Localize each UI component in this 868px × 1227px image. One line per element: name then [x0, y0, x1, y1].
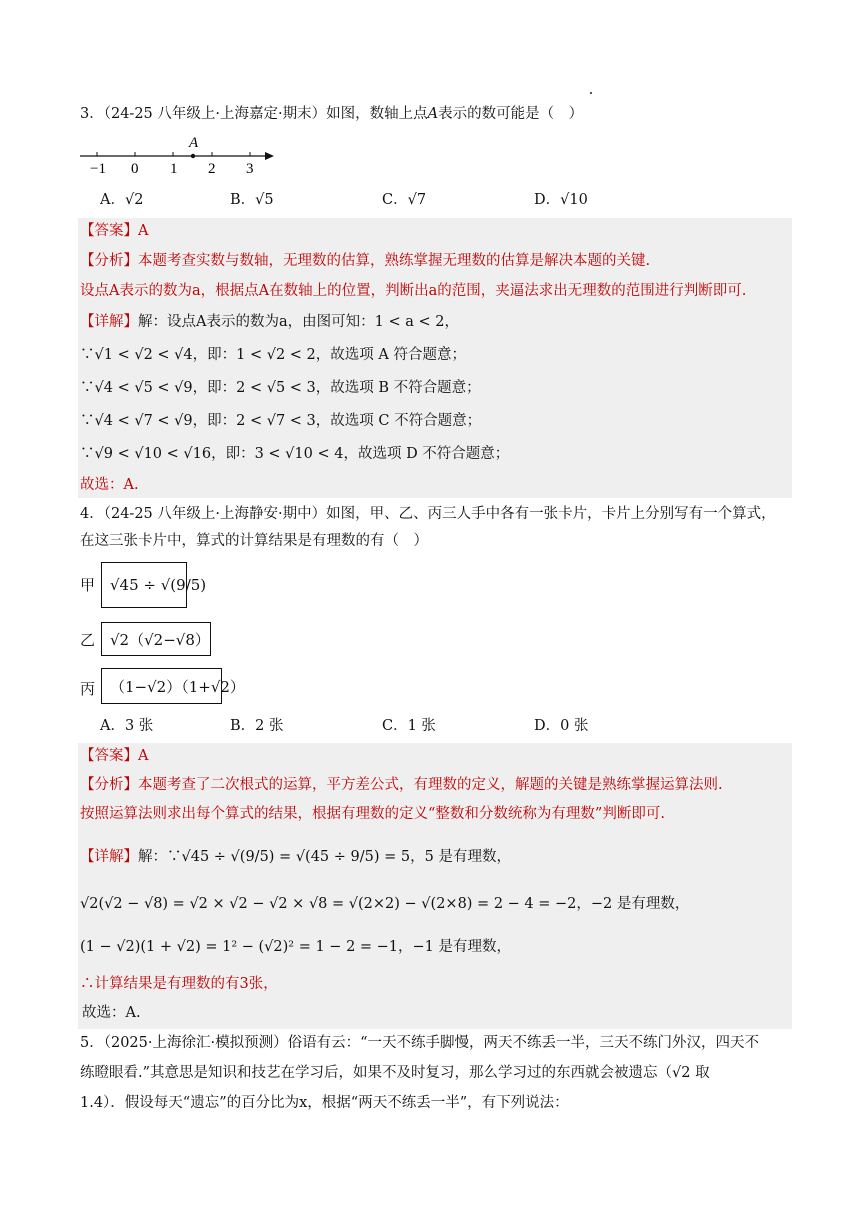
- card-bing: [101, 668, 245, 704]
- q4-analysis-text: 本题考查了二次根式的运算，平方差公式，有理数的定义，解题的关键是熟练掌握运算法则.: [138, 777, 723, 793]
- q3-option-a[interactable]: A．√2: [100, 192, 144, 208]
- tick-label-2: 2: [208, 161, 216, 176]
- tick-label-neg1: −1: [90, 161, 106, 176]
- q4-detail-1: [80, 846, 511, 868]
- q4-option-a[interactable]: A．3 张: [100, 718, 154, 734]
- q3-option-c[interactable]: C．√7: [382, 192, 427, 208]
- q3-stem-a: 如图，数轴上点: [326, 106, 428, 122]
- q4-analysis: [80, 774, 723, 796]
- card-yi: [101, 622, 211, 656]
- q4-stem-1-text: 如图，甲、乙、丙三人手中各有一张卡片，卡片上分别写有一个算式，: [326, 506, 776, 522]
- tick-label-3: 3: [246, 161, 254, 176]
- point-a: [191, 154, 195, 158]
- q4-option-b[interactable]: B．2 张: [230, 718, 284, 734]
- q3-detail-2: ∵√1 < √2 < √4，即：1 < √2 < 2，故选项 A 符合题意；: [80, 347, 466, 363]
- q4-option-c[interactable]: C．1 张: [382, 718, 436, 734]
- tick-label-0: 0: [131, 161, 139, 176]
- q4-detail-4: ∴计算结果是有理数的有3张，: [80, 976, 278, 992]
- q3-analysis-text: 本题考查实数与数轴，无理数的估算，熟练掌握无理数的估算是解决本题的关键.: [138, 253, 651, 269]
- card-bing-expr: （1−√2）（1+√2）: [110, 677, 245, 696]
- q4-source: （24-25 八年级上·上海静安·期中）: [103, 506, 327, 522]
- q4-detail-3: (1 − √2)(1 + √2) = 1² − (√2)² = 1 − 2 = −1，−1 是有理数，: [80, 939, 512, 955]
- q3-detail-4: ∵√4 < √7 < √9，即：2 < √7 < 3，故选项 C 不符合题意；: [80, 413, 482, 429]
- q3-source: （24-25 八年级上·上海嘉定·期末）: [103, 106, 327, 122]
- scan-dot: [590, 92, 592, 94]
- q3-option-b[interactable]: B．√5: [230, 192, 274, 208]
- q4-analysis-tag: 【分析】: [80, 777, 138, 793]
- q3-analysis: [80, 250, 650, 272]
- q3-number: 3．: [80, 106, 104, 122]
- q3-detail-1-text: 解：设点A表示的数为a，由图可知：1 < a < 2，: [138, 314, 459, 330]
- q3-detail-1: [80, 311, 459, 333]
- q3-option-d[interactable]: D．√10: [534, 192, 588, 208]
- q3-stem-b: 表示的数可能是（ ）: [438, 106, 584, 122]
- q3-point: A: [427, 106, 439, 122]
- q5-line-1: [80, 1032, 759, 1054]
- q4-choose: 故选：A.: [82, 1005, 141, 1021]
- q4-number: 4．: [80, 506, 104, 522]
- q4-stem-1: [80, 503, 776, 525]
- q4-stem-2: 在这三张卡片中，算式的计算结果是有理数的有（ ）: [80, 533, 428, 549]
- q4-detail-2: √2(√2 − √8) = √2 × √2 − √2 × √8 = √(2×2) − √(2×8) = 2 − 4 = −2，−2 是有理数，: [80, 896, 690, 912]
- q4-detail-tag: 【详解】: [80, 849, 138, 865]
- q5-line-3: 1.4）．假设每天“遗忘”的百分比为x，根据“两天不练丢一半”，有下列说法：: [80, 1095, 569, 1111]
- q3-stem: [80, 103, 583, 125]
- q4-detail-1-text: 解：∵√45 ÷ √(9/5) = √(45 ÷ 9/5) = 5，5 是有理数，: [138, 849, 511, 865]
- q3-detail-5: ∵√9 < √10 < √16，即：3 < √10 < 4，故选项 D 不符合题意；: [80, 446, 510, 462]
- card-label-jia: 甲: [80, 576, 96, 594]
- q3-detail-tag: 【详解】: [80, 314, 138, 330]
- q5-source: （2025·上海徐汇·模拟预测）: [103, 1035, 288, 1051]
- tick-label-1: 1: [170, 161, 178, 176]
- q5-number: 5．: [80, 1035, 104, 1051]
- q4-option-d[interactable]: D．0 张: [534, 718, 589, 734]
- card-jia: [101, 562, 207, 608]
- q3-analysis-tag: 【分析】: [80, 253, 138, 269]
- q5-line-2: 练瞪眼看.”其意思是知识和技艺在学习后，如果不及时复习，那么学习过的东西就会被遗忘（√2 取: [80, 1065, 710, 1081]
- q3-detail-3: ∵√4 < √5 < √9，即：2 < √5 < 3，故选项 B 不符合题意；: [80, 380, 481, 396]
- q3-choose: 故选：A.: [80, 477, 139, 493]
- q4-analysis-2: 按照运算法则求出每个算式的结果，根据有理数的定义“整数和分数统称为有理数”判断即可.: [80, 806, 665, 822]
- number-line: [78, 132, 278, 176]
- q3-analysis-2: 设点A表示的数为a，根据点A在数轴上的位置，判断出a的范围，夹逼法求出无理数的范围进行判断即可.: [80, 283, 747, 299]
- card-yi-expr: √2（√2−√8）: [110, 630, 210, 649]
- q4-answer: 【答案】A: [80, 748, 149, 764]
- card-label-yi: 乙: [80, 631, 96, 649]
- card-label-bing: 丙: [80, 680, 96, 698]
- point-a-label: A: [189, 135, 199, 151]
- q5-line-1-text: 俗语有云：“一天不练手脚慢，两天不练丢一半，三天不练门外汉，四天不: [287, 1035, 760, 1051]
- q3-answer: 【答案】A: [80, 223, 149, 239]
- card-jia-expr: √45 ÷ √(9/5): [110, 576, 207, 594]
